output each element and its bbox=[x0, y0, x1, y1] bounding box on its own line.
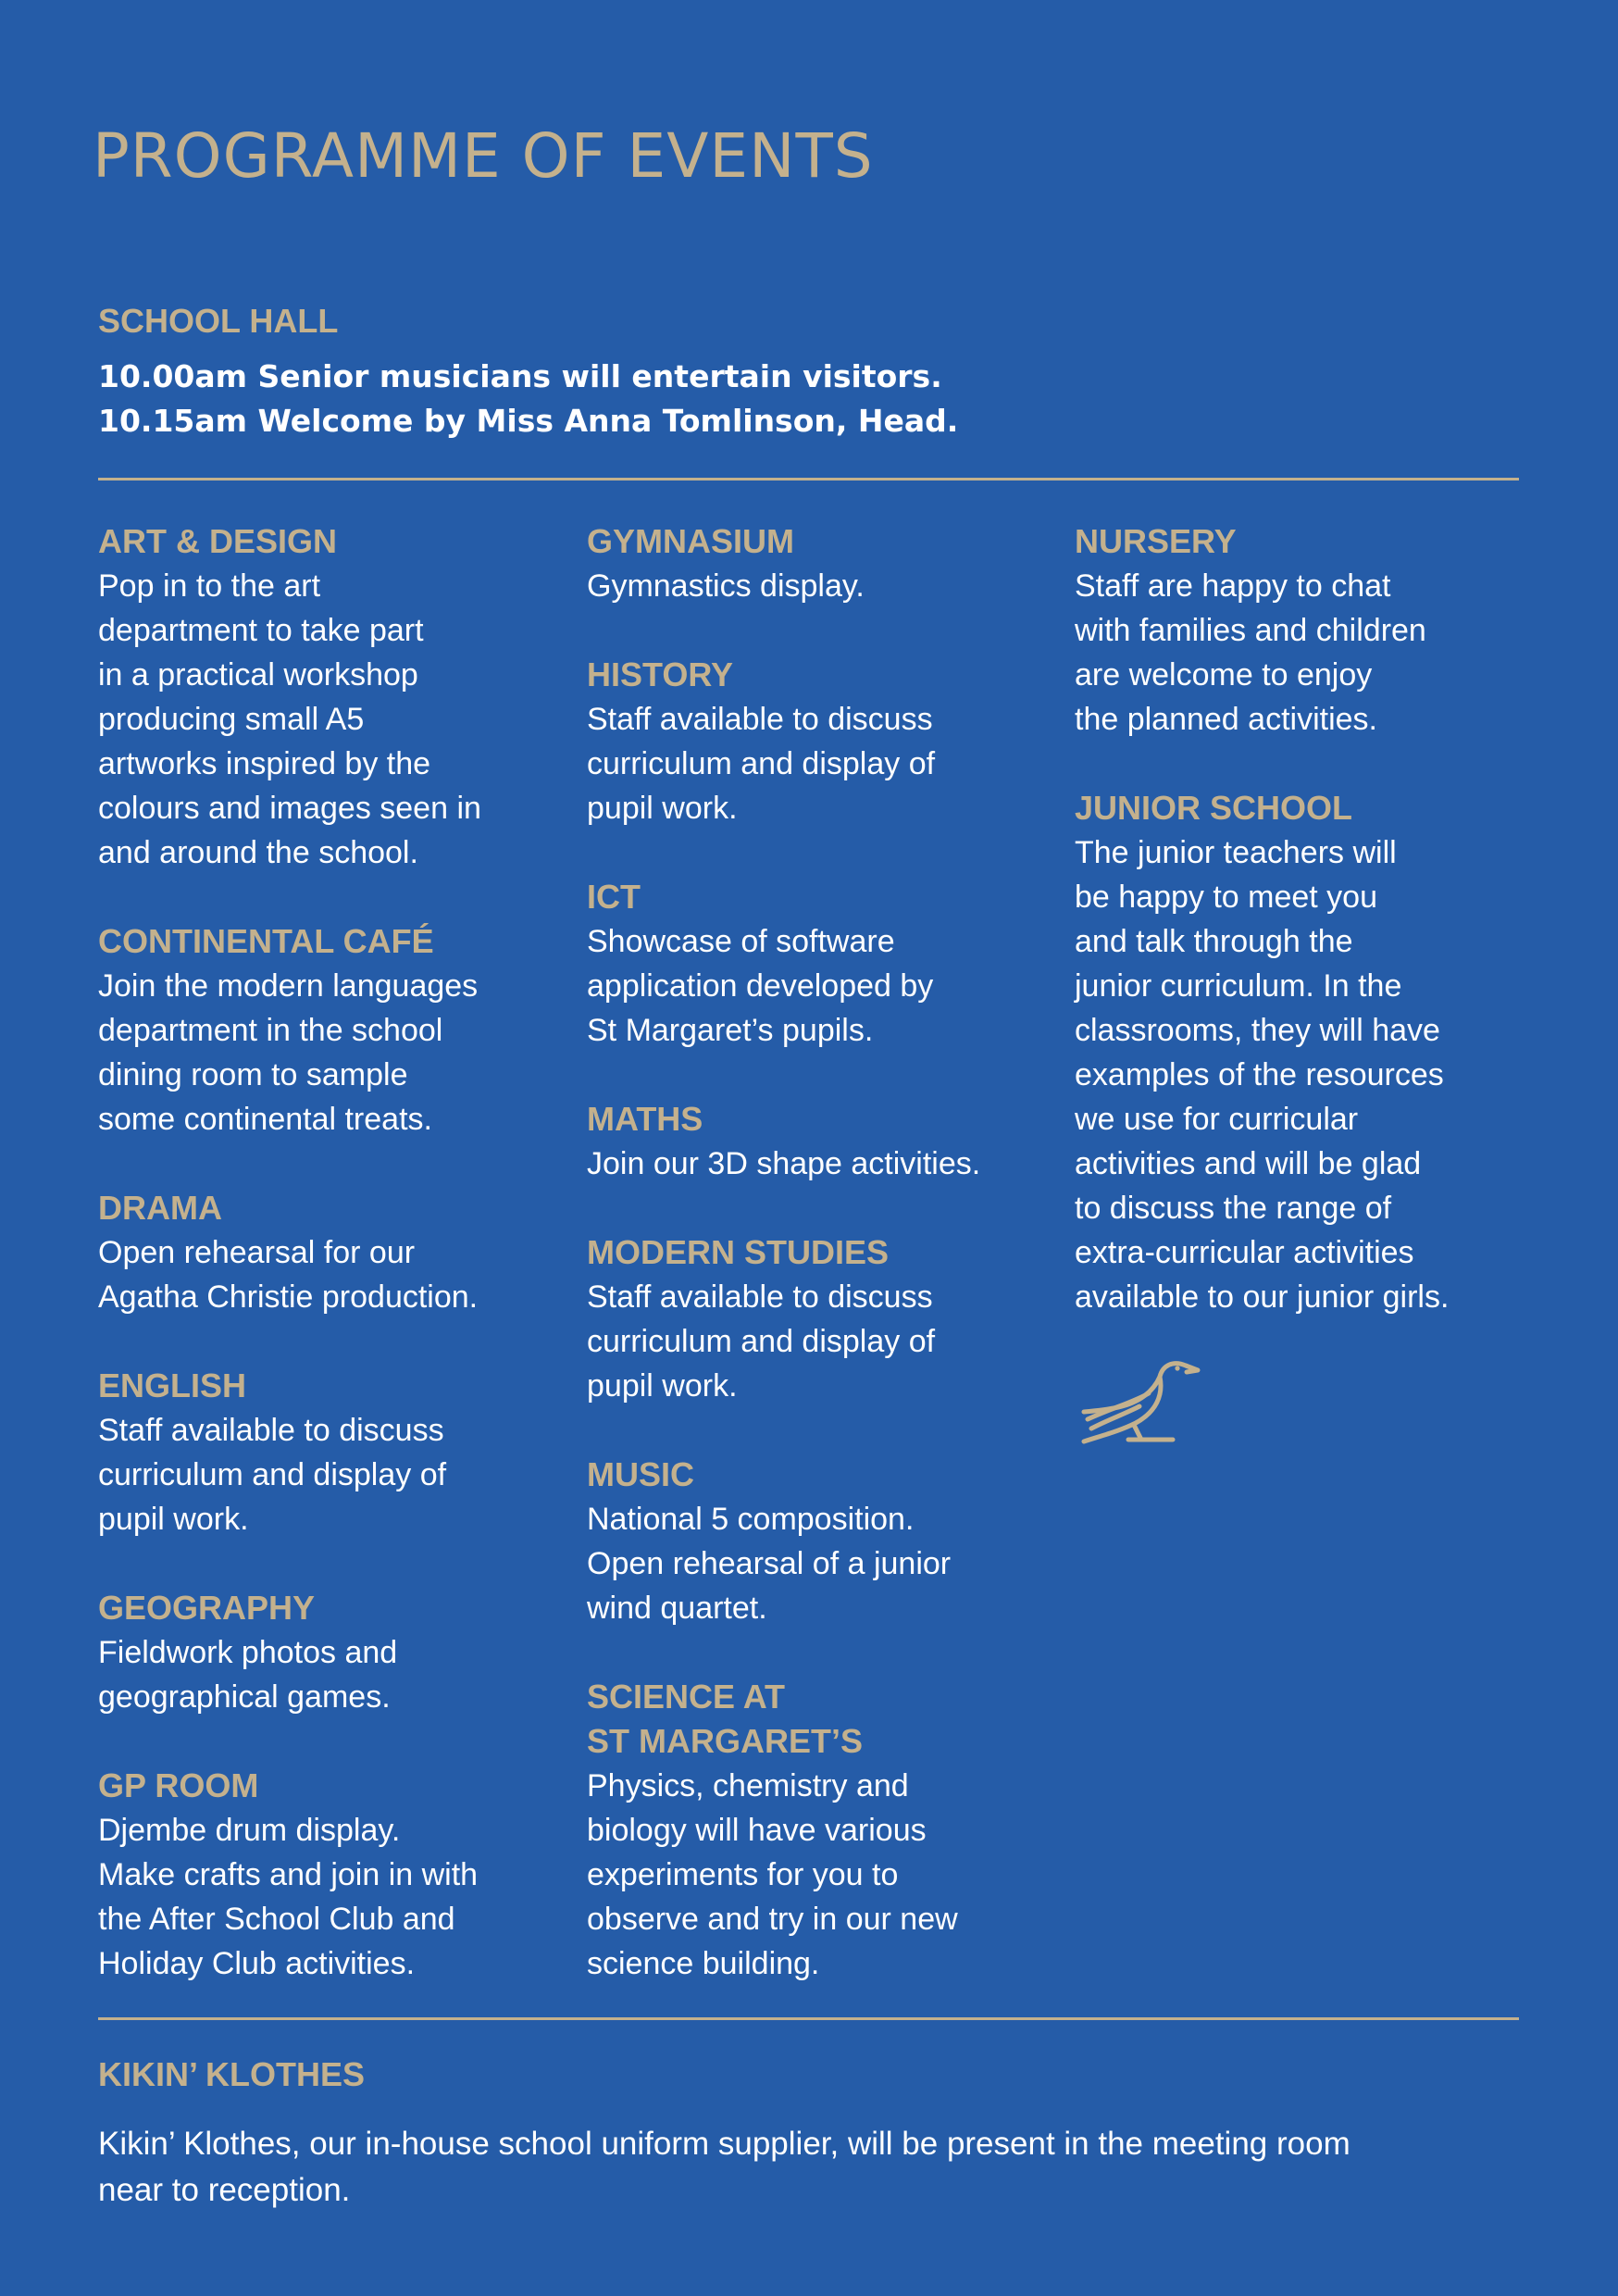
kikin-klothes-heading: KIKIN’ KLOTHES bbox=[98, 2055, 366, 2093]
event-heading: MATHS bbox=[587, 1100, 703, 1138]
event-description: Fieldwork photos and geographical games. bbox=[98, 1635, 398, 1715]
event-ict bbox=[587, 875, 1040, 1053]
event-art-design bbox=[98, 519, 552, 875]
event-heading: ART & DESIGN bbox=[98, 522, 338, 560]
event-continental-cafe bbox=[98, 919, 552, 1142]
event-description: The junior teachers will be happy to meet you and talk through the junior curriculum. In the classrooms, they will have examples of the resources we use for curricular activities and will be glad to discuss the range of extra-curricular activities available to our junior girls. bbox=[1075, 835, 1450, 1315]
event-drama bbox=[98, 1186, 552, 1319]
event-description: Djembe drum display. Make crafts and join in with the After School Club and Holiday Club activities. bbox=[98, 1813, 479, 1981]
event-description: National 5 composition. Open rehearsal of a junior wind quartet. bbox=[587, 1502, 952, 1626]
event-music bbox=[587, 1453, 1040, 1630]
event-description: Gymnastics display. bbox=[587, 568, 865, 604]
event-heading: GEOGRAPHY bbox=[98, 1589, 316, 1627]
event-heading: ENGLISH bbox=[98, 1366, 247, 1404]
kikin-klothes-section bbox=[98, 2053, 1542, 2246]
event-modern-studies bbox=[587, 1230, 1040, 1408]
event-heading: HISTORY bbox=[587, 655, 734, 693]
event-heading: DRAMA bbox=[98, 1189, 222, 1227]
event-geography bbox=[98, 1586, 552, 1719]
event-description: Staff available to discuss curriculum and display of pupil work. bbox=[587, 1279, 936, 1404]
bottom-divider bbox=[98, 2017, 1519, 2020]
event-heading: GYMNASIUM bbox=[587, 522, 794, 560]
event-science bbox=[587, 1675, 1040, 1986]
school-hall-section bbox=[98, 299, 1524, 443]
school-hall-schedule bbox=[98, 355, 1524, 443]
event-english bbox=[98, 1364, 552, 1541]
event-history bbox=[587, 653, 1040, 830]
event-heading: ICT bbox=[587, 878, 641, 916]
event-heading: JUNIOR SCHOOL bbox=[1075, 789, 1353, 827]
school-hall-line: 10.15am Welcome by Miss Anna Tomlinson, Head. bbox=[98, 403, 959, 439]
events-column-1 bbox=[98, 519, 552, 2030]
event-nursery bbox=[1075, 519, 1528, 742]
event-heading: SCIENCE AT ST MARGARET’S bbox=[587, 1678, 864, 1760]
event-heading: CONTINENTAL CAFÉ bbox=[98, 922, 434, 960]
kikin-klothes-description: Kikin’ Klothes, our in-house school uniform supplier, will be present in the meeting room near to reception. bbox=[98, 2126, 1350, 2208]
event-maths bbox=[587, 1097, 1040, 1186]
school-hall-heading: SCHOOL HALL bbox=[98, 302, 339, 340]
school-hall-line: 10.00am Senior musicians will entertain visitors. bbox=[98, 358, 942, 394]
event-description: Open rehearsal for our Agatha Christie production. bbox=[98, 1235, 479, 1315]
event-heading: GP ROOM bbox=[98, 1766, 259, 1804]
event-description: Staff available to discuss curriculum and display of pupil work. bbox=[587, 702, 936, 826]
event-description: Join the modern languages department in the school dining room to sample some continental treats. bbox=[98, 968, 479, 1137]
event-description: Pop in to the art department to take part in a practical workshop producing small A5 artworks inspired by the colours and images seen in and around the school. bbox=[98, 568, 481, 870]
event-heading: NURSERY bbox=[1075, 522, 1237, 560]
event-heading: MODERN STUDIES bbox=[587, 1233, 890, 1271]
bird-logo-icon bbox=[1075, 1354, 1204, 1452]
event-junior-school bbox=[1075, 786, 1528, 1319]
event-gymnasium bbox=[587, 519, 1040, 608]
event-gp-room bbox=[98, 1764, 552, 1986]
page-title: PROGRAMME OF EVENTS bbox=[93, 120, 874, 192]
event-description: Physics, chemistry and biology will have various experiments for you to observe and try in our new science building. bbox=[587, 1768, 958, 1981]
event-description: Staff available to discuss curriculum and display of pupil work. bbox=[98, 1413, 447, 1537]
top-divider bbox=[98, 478, 1519, 480]
events-column-2 bbox=[587, 519, 1040, 2030]
event-heading: MUSIC bbox=[587, 1455, 694, 1493]
event-description: Staff are happy to chat with families and children are welcome to enjoy the planned activities. bbox=[1075, 568, 1426, 737]
event-description: Join our 3D shape activities. bbox=[587, 1146, 981, 1181]
events-column-3 bbox=[1075, 519, 1528, 1452]
event-description: Showcase of software application developed by St Margaret’s pupils. bbox=[587, 924, 934, 1048]
